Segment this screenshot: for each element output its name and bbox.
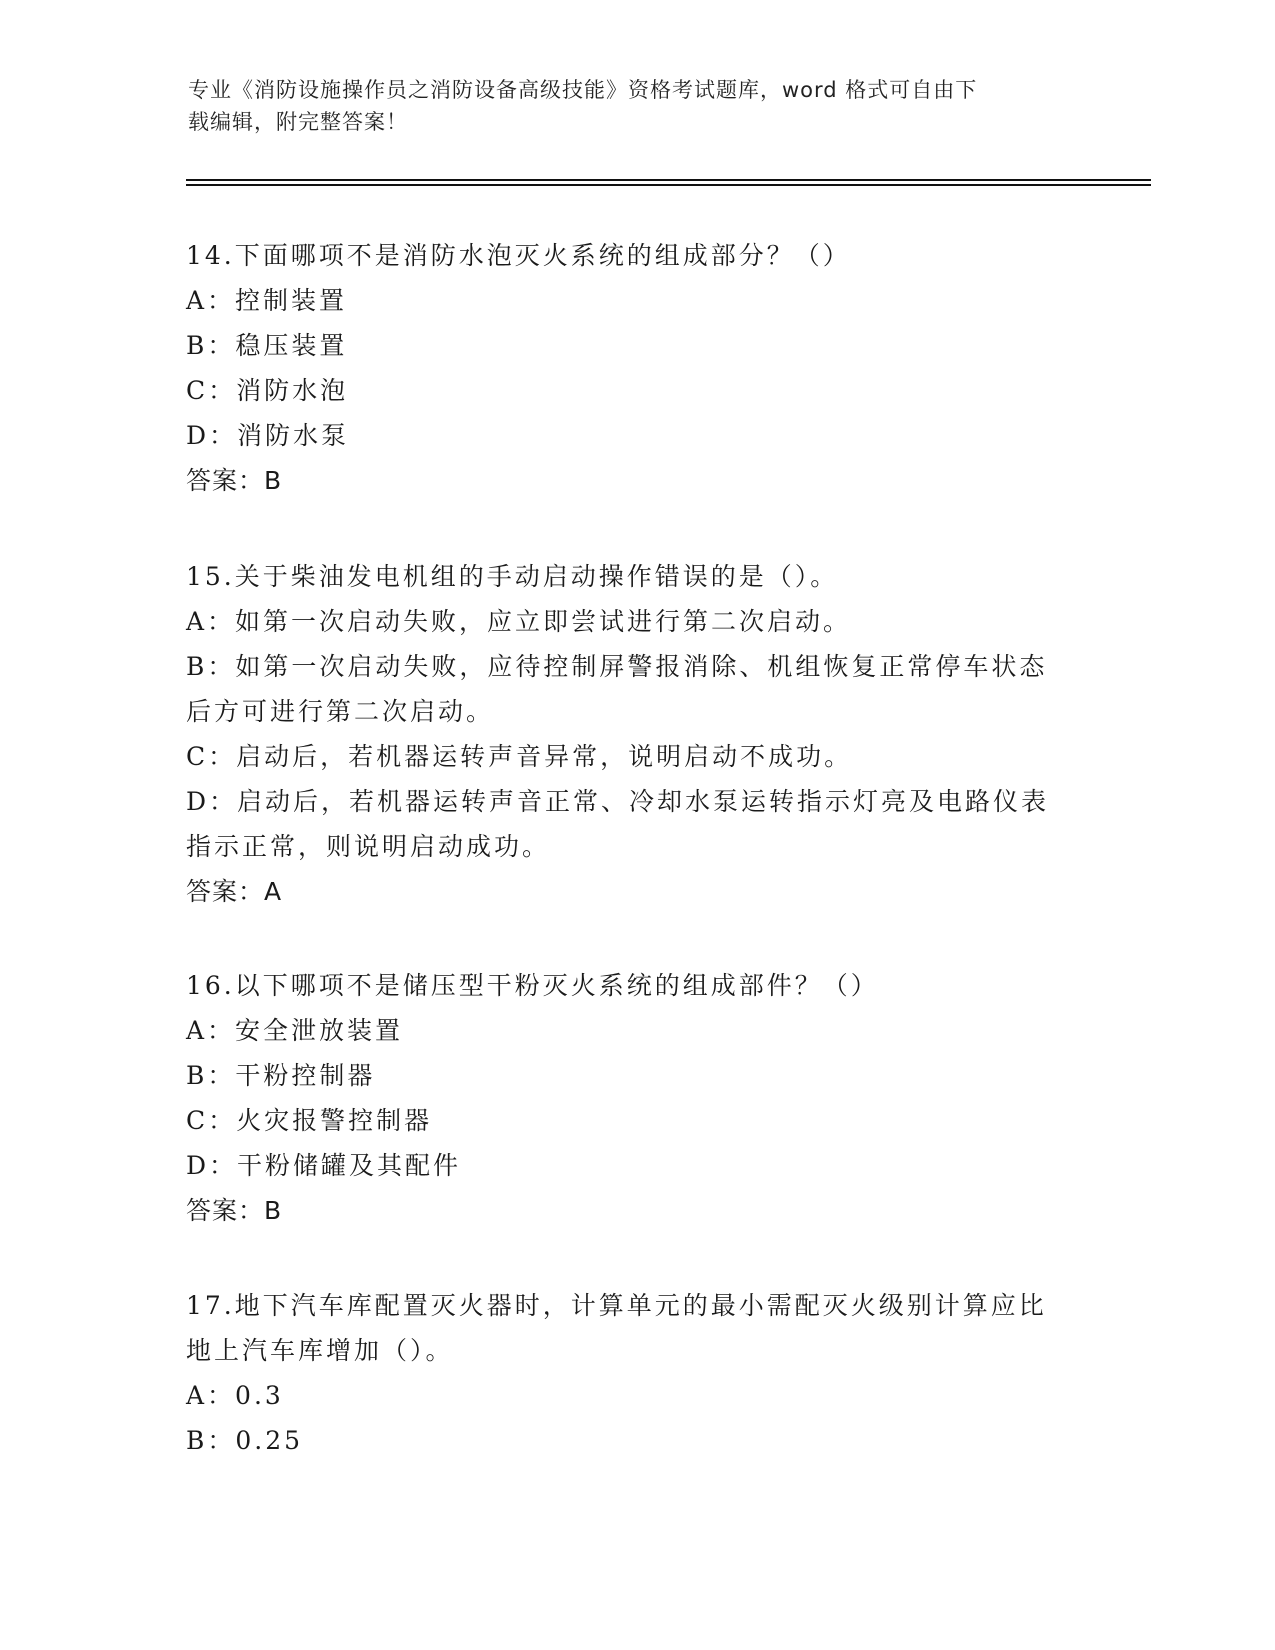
option-c: C：启动后，若机器运转声音异常，说明启动不成功。 [186,742,853,771]
question-15 [186,554,1086,914]
option-a: A：0.3 [186,1381,284,1410]
option-d: D：启动后，若机器运转声音正常、冷却水泵运转指示灯亮及电路仪表 [186,787,1050,816]
header-divider-bottom [186,184,1151,186]
option-d: D：消防水泵 [186,421,350,450]
answer-line: 答案：A [186,877,283,906]
option-b: B：0.25 [186,1426,304,1455]
question-17 [186,1283,1086,1463]
header-divider-top [186,179,1151,181]
document-header-note [188,74,1088,138]
option-c: C：火灾报警控制器 [186,1106,433,1135]
option-d-continued: 指示正常，则说明启动成功。 [186,832,551,861]
question-16 [186,963,1086,1233]
question-stem: 14.下面哪项不是消防水泡灭火系统的组成部分？（） [186,241,851,270]
option-b-continued: 后方可进行第二次启动。 [186,697,495,726]
header-note-line-2: 载编辑，附完整答案！ [188,110,408,134]
question-14 [186,233,1086,503]
option-a: A：如第一次启动失败，应立即尝试进行第二次启动。 [186,607,852,636]
option-c: C：消防水泡 [186,376,349,405]
question-stem: 15.关于柴油发电机组的手动启动操作错误的是（）。 [186,562,839,591]
option-a: A：控制装置 [186,286,348,315]
question-stem-continued: 地上汽车库增加（）。 [186,1336,454,1365]
option-d: D：干粉储罐及其配件 [186,1151,462,1180]
header-note-line-1: 专业《消防设施操作员之消防设备高级技能》资格考试题库，word 格式可自由下 [188,78,978,102]
answer-line: 答案：B [186,466,283,495]
answer-line: 答案：B [186,1196,283,1225]
option-b: B：稳压装置 [186,331,348,360]
option-a: A：安全泄放装置 [186,1016,404,1045]
option-b: B：干粉控制器 [186,1061,376,1090]
question-stem: 16.以下哪项不是储压型干粉灭火系统的组成部件？（） [186,971,879,1000]
question-stem: 17.地下汽车库配置灭火器时，计算单元的最小需配灭火级别计算应比 [186,1291,1047,1320]
option-b: B：如第一次启动失败，应待控制屏警报消除、机组恢复正常停车状态 [186,652,1048,681]
